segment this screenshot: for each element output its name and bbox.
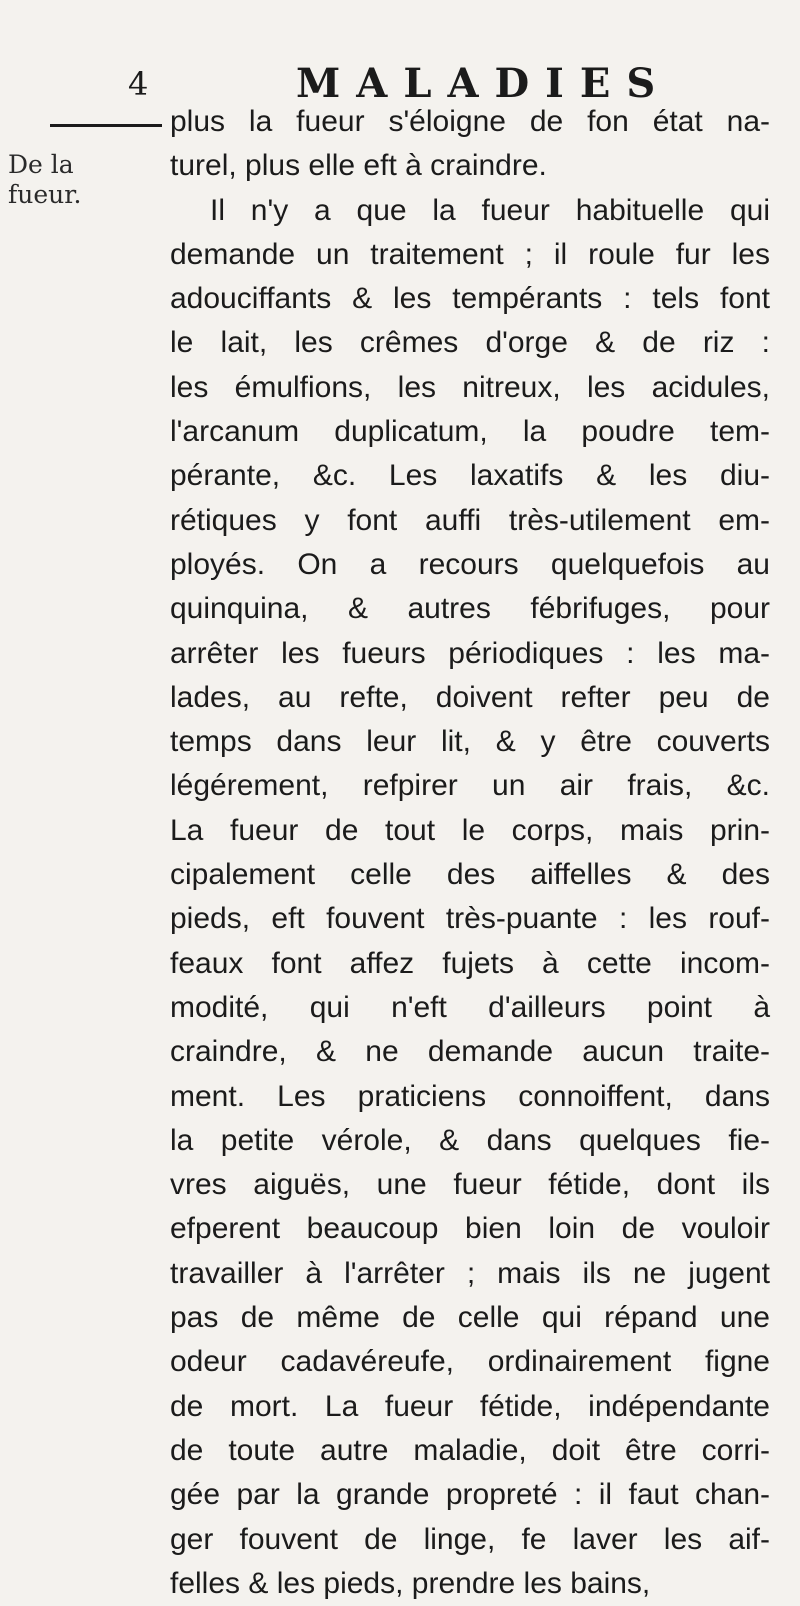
text-line-8: l'arcanum duplicatum, la poudre tem-: [170, 415, 770, 449]
margin-note: [8, 150, 81, 210]
text-line-24: la petite vérole, & dans quelques fie-: [170, 1123, 770, 1157]
text-line-27: travailler à l'arrêter ; mais ils ne jugent: [170, 1256, 770, 1290]
text-line-14: lades, au refte, doivent refter peu de: [170, 680, 770, 714]
margin-note-line-1: De la: [8, 150, 74, 179]
text-line-4: demande un traitement ; il roule fur les: [170, 237, 770, 271]
text-line-6: le lait, les crêmes d'orge & de riz :: [170, 326, 770, 360]
text-line-18: cipalement celle des aiffelles & des: [170, 858, 770, 892]
body-text: [170, 100, 770, 1606]
page-number: 4: [128, 65, 149, 103]
text-line-32: gée par la grande propreté : il faut chan-: [170, 1478, 770, 1512]
text-line-20: feaux font affez fujets à cette incom-: [170, 946, 770, 980]
text-line-26: efperent beaucoup bien loin de vouloir: [170, 1212, 770, 1246]
text-line-19: pieds, eft fouvent très-puante : les rouf-: [170, 902, 770, 936]
text-line-3: Il n'y a que la fueur habituelle qui: [210, 193, 770, 227]
text-line-7: les émulfions, les nitreux, les acidules,: [170, 370, 770, 404]
text-line-10: rétiques y font auffi très-utilement em-: [170, 503, 770, 537]
text-line-21: modité, qui n'eft d'ailleurs point à: [170, 990, 770, 1024]
text-line-2: turel, plus elle eft à craindre.: [170, 149, 547, 183]
text-line-15: temps dans leur lit, & y être couverts: [170, 725, 770, 759]
margin-note-line-2: fueur.: [8, 180, 82, 209]
text-line-11: ployés. On a recours quelquefois au: [170, 547, 770, 581]
text-line-29: odeur cadavéreufe, ordinairement figne: [170, 1345, 770, 1379]
text-line-16: légérement, refpirer un air frais, &c.: [170, 769, 770, 803]
text-line-23: ment. Les praticiens connoiffent, dans: [170, 1079, 770, 1113]
text-line-34: felles & les pieds, prendre les bains,: [170, 1566, 651, 1600]
text-line-9: pérante, &c. Les laxatifs & les diu-: [170, 459, 770, 493]
catchword-dash: [50, 124, 162, 127]
text-line-25: vres aiguës, une fueur fétide, dont ils: [170, 1168, 770, 1202]
text-line-31: de toute autre maladie, doit être corri-: [170, 1433, 770, 1467]
text-line-1: plus la fueur s'éloigne de fon état na-: [170, 105, 770, 138]
text-line-33: ger fouvent de linge, fe laver les aif-: [170, 1522, 770, 1556]
text-line-30: de mort. La fueur fétide, indépendante: [170, 1389, 770, 1423]
text-line-13: arrêter les fueurs périodiques : les ma-: [170, 636, 770, 670]
running-head: MALADIES: [296, 60, 672, 107]
text-line-5: adouciffants & les tempérants : tels font: [170, 282, 770, 316]
text-line-28: pas de même de celle qui répand une: [170, 1301, 770, 1335]
text-line-17: La fueur de tout le corps, mais prin-: [170, 813, 770, 847]
text-line-12: quinquina, & autres fébrifuges, pour: [170, 592, 770, 626]
text-line-22: craindre, & ne demande aucun traite-: [170, 1035, 770, 1069]
